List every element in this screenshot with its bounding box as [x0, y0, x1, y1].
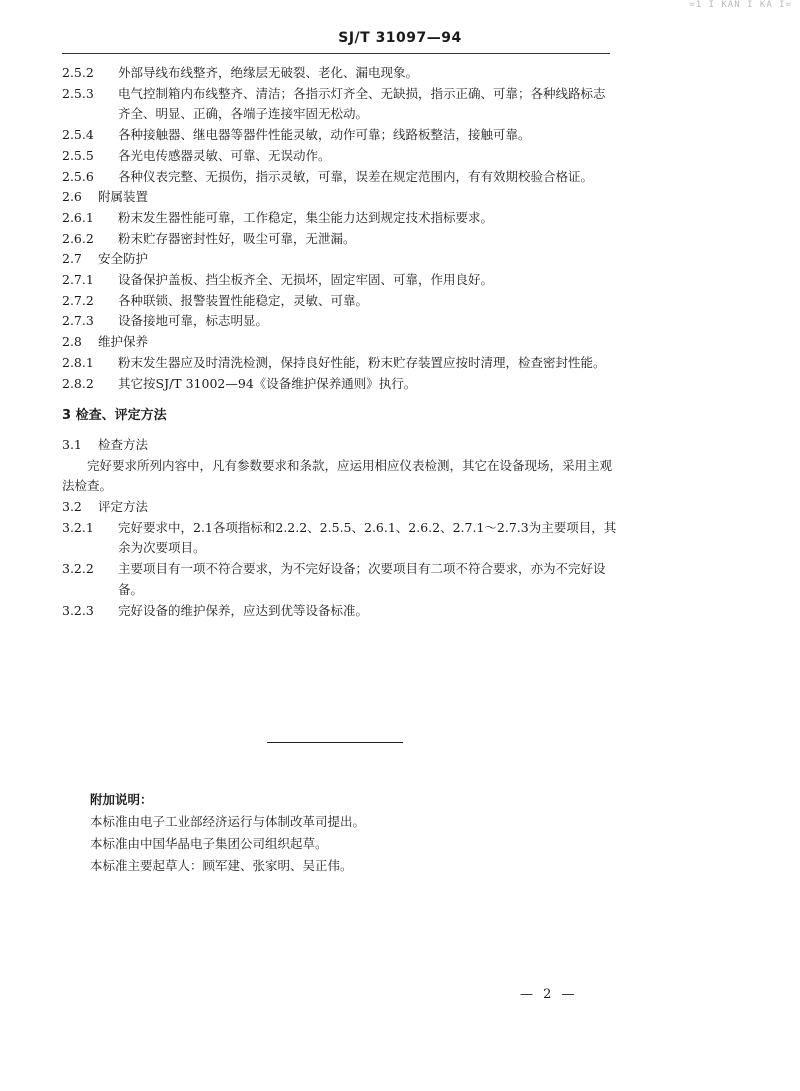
watermark: =1 I KAN I KA I= [689, 0, 792, 10]
clause-2-6-1: 2.6.1 粉末发生器性能可靠，工作稳定，集尘能力达到规定技术指标要求。 [62, 209, 494, 225]
additional-notes [90, 789, 365, 877]
section-3-title: 3 检查、评定方法 [62, 408, 167, 424]
clause-3-2: 3.2 评定方法 [62, 499, 149, 515]
clause-3-2-1: 3.2.1 完好要求中，2.1各项指标和2.2.2、2.5.5、2.6.1、2.6.2、2.7.1～2.7.3为主要项目，其余为次要项目。 [62, 519, 617, 556]
page-number: — 2 — [520, 987, 578, 1002]
clause-2-6: 2.6 附属装置 [62, 189, 149, 205]
notes-title: 附加说明： [90, 792, 153, 807]
clause-2-5-3: 2.5.3 电气控制箱内布线整齐、清洁；各指示灯齐全、无缺损，指示正确、可靠；各种线路标志齐全、明显、正确，各端子连接牢固无松动。 [62, 85, 606, 122]
clause-2-5-5: 2.5.5 各光电传感器灵敏、可靠、无误动作。 [62, 147, 331, 163]
notes-line: 本标准主要起草人：顾军建、张家明、吴正伟。 [90, 858, 353, 873]
notes-line: 本标准由电子工业部经济运行与体制改革司提出。 [90, 814, 366, 829]
clause-2-8: 2.8 维护保养 [62, 334, 149, 350]
header-rule [62, 53, 610, 54]
clause-2-5-2: 2.5.2 外部导线布线整齐，绝缘层无破裂、老化、漏电现象。 [62, 65, 419, 80]
clause-2-7: 2.7 安全防护 [62, 251, 149, 267]
notes-line: 本标准由中国华晶电子集团公司组织起草。 [90, 836, 328, 851]
section-divider [267, 742, 403, 743]
clause-3-2-3: 3.2.3 完好设备的维护保养，应达到优等设备标准。 [62, 602, 369, 618]
clause-2-7-2: 2.7.2 各种联锁、报警装置性能稳定，灵敏、可靠。 [62, 292, 369, 308]
clause-2-5-6: 2.5.6 各种仪表完整、无损伤，指示灵敏，可靠，误差在规定范围内，有有效期校验合格证。 [62, 168, 594, 184]
clause-2-5-4: 2.5.4 各种接触器、继电器等器件性能灵敏，动作可靠；线路板整洁，接触可靠。 [62, 127, 531, 143]
clause-2-8-1: 2.8.1 粉末发生器应及时清洗检测，保持良好性能，粉末贮存装置应按时清理，检查密封性能。 [62, 354, 606, 370]
body-content [62, 63, 617, 621]
clause-3-1: 3.1 检查方法 [62, 436, 149, 452]
clause-2-7-3: 2.7.3 设备接地可靠，标志明显。 [62, 313, 269, 329]
clause-3-1-paragraph: 完好要求所列内容中，凡有参数要求和条款，应运用相应仪表检测，其它在设备现场，采用主观法检查。 [62, 457, 613, 494]
clause-2-8-2: 2.8.2 其它按SJ/T 31002—94《设备维护保养通则》执行。 [62, 375, 417, 391]
page-header-code: SJ/T 31097—94 [338, 30, 462, 46]
clause-3-2-2: 3.2.2 主要项目有一项不符合要求，为不完好设备；次要项目有二项不符合要求，亦为不完好设备。 [62, 561, 606, 597]
clause-2-7-1: 2.7.1 设备保护盖板、挡尘板齐全、无损坏，固定牢固、可靠，作用良好。 [62, 272, 494, 288]
clause-2-6-2: 2.6.2 粉末贮存器密封性好，吸尘可靠，无泄漏。 [62, 230, 356, 246]
